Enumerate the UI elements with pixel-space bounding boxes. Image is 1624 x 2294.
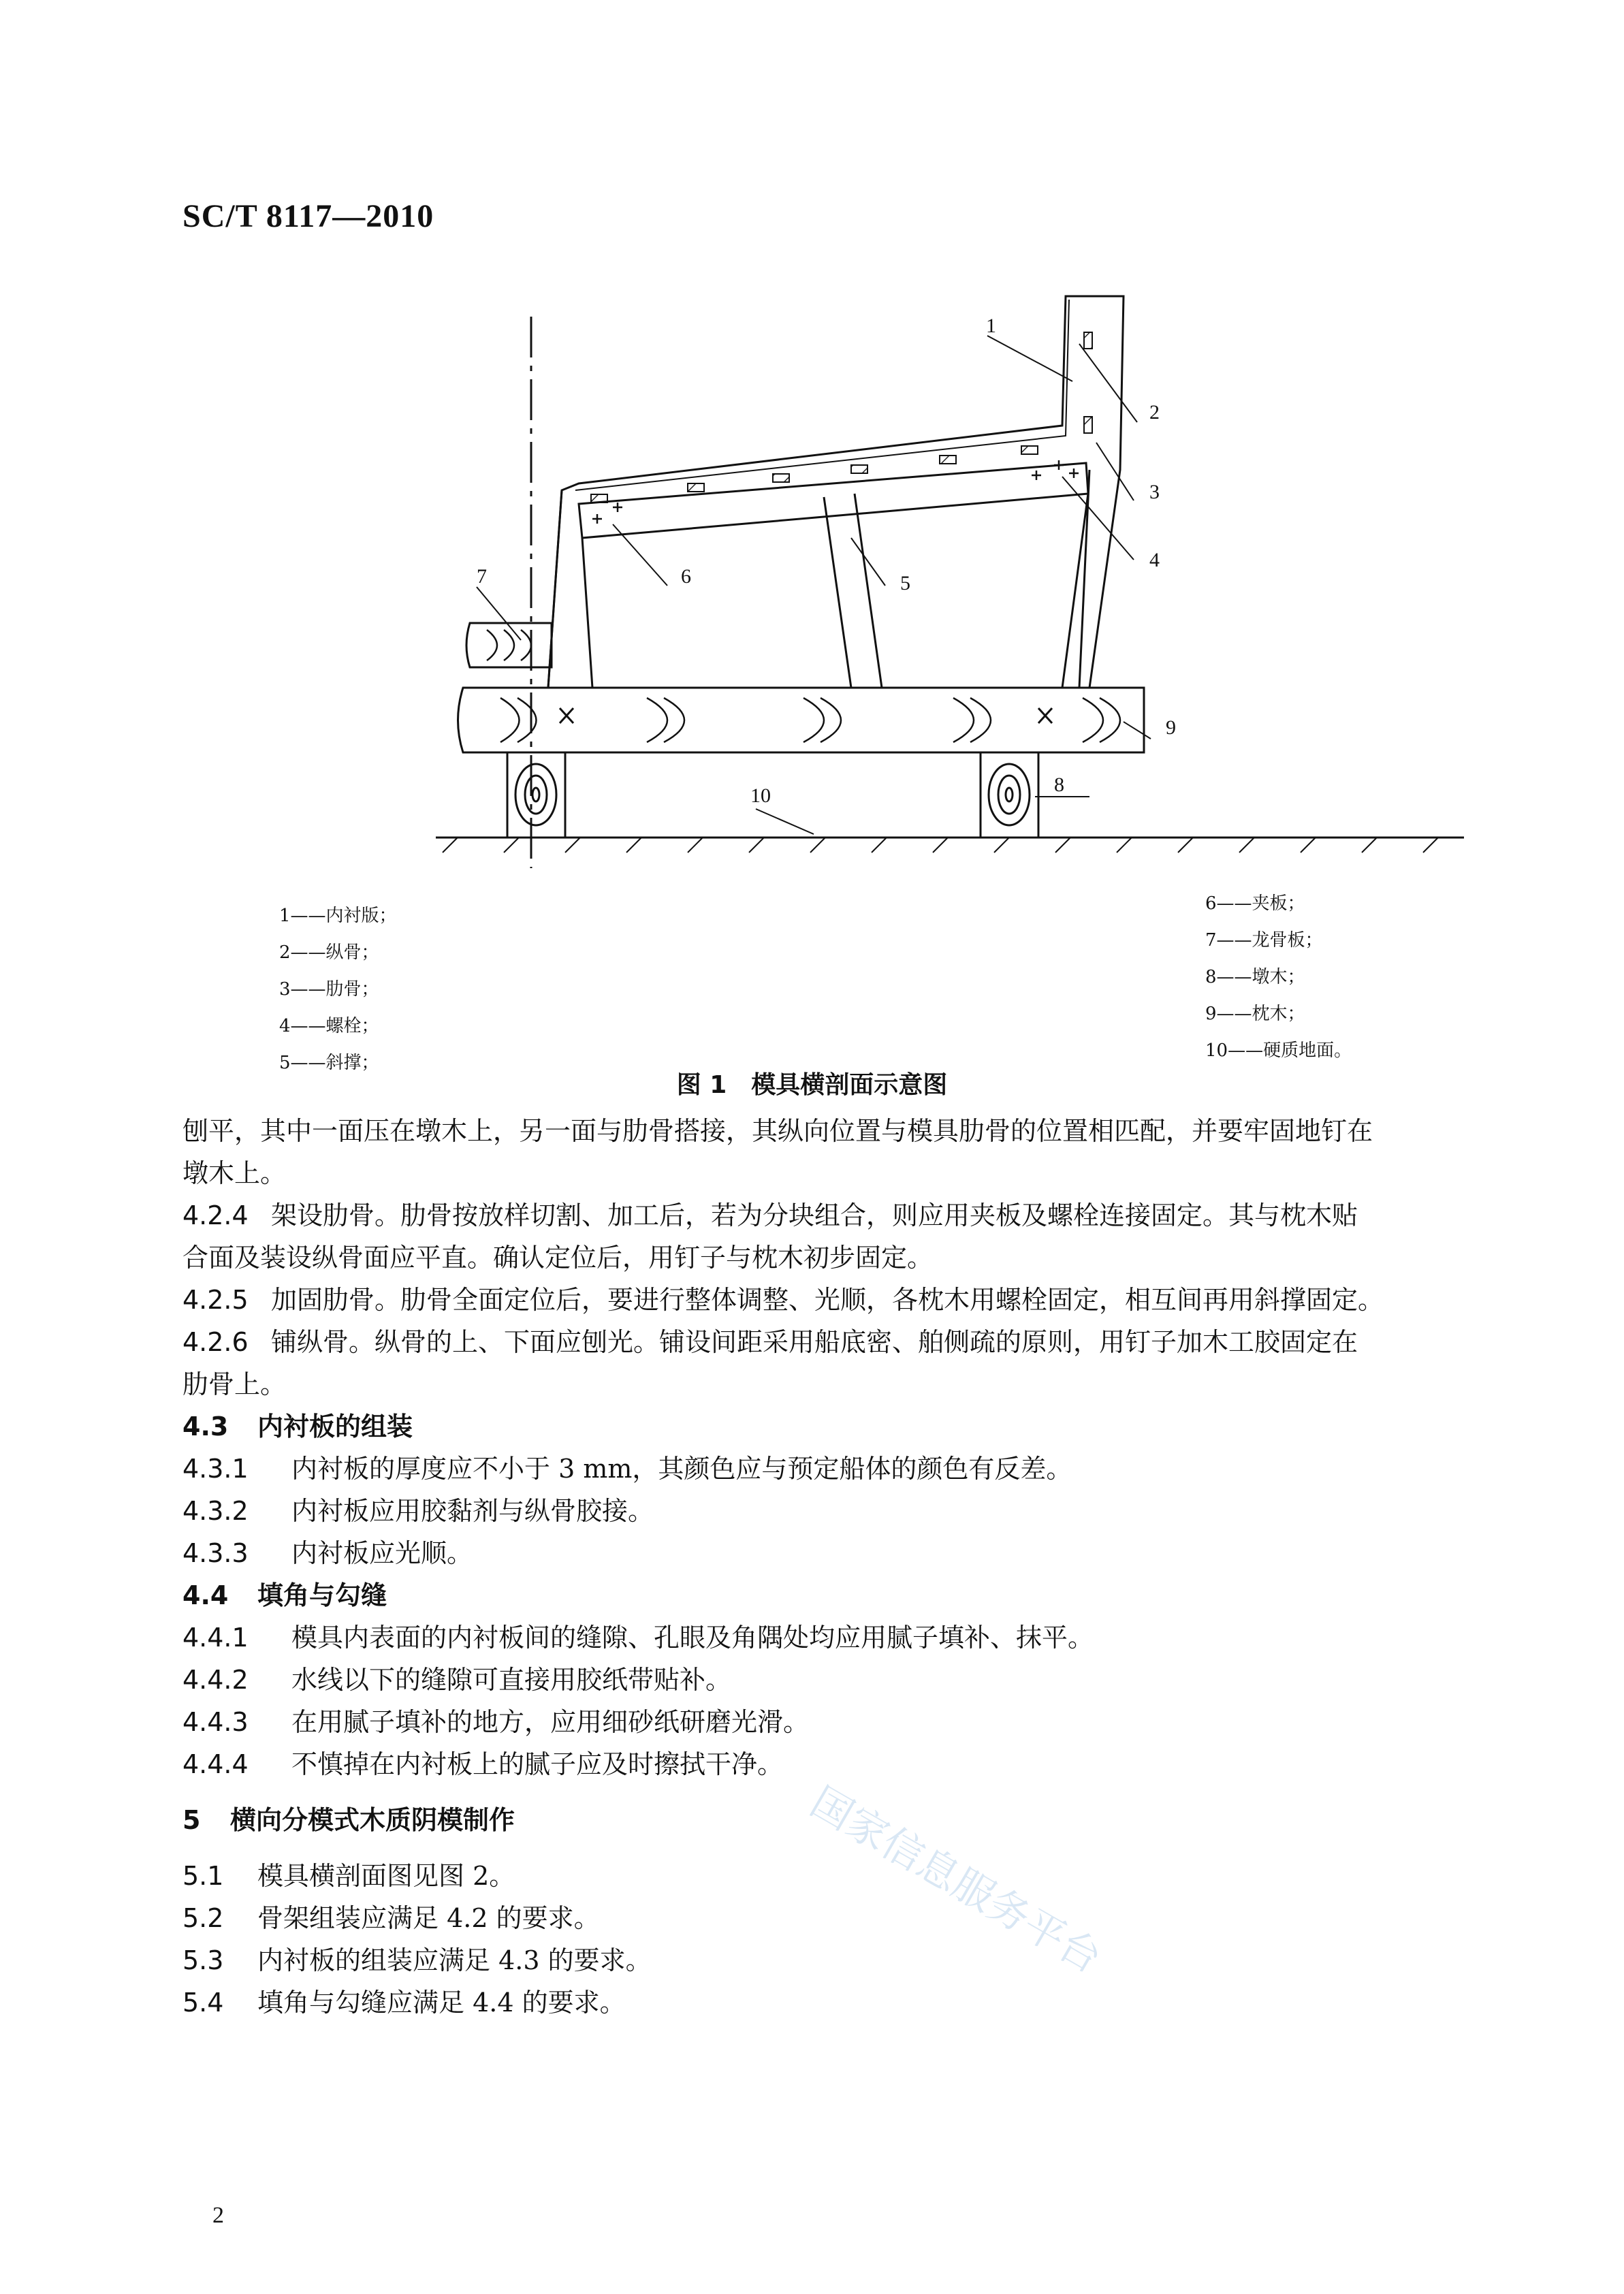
section-title: 横向分模式木质阴模制作 [230, 1805, 515, 1835]
clause-number: 4.3.1 [182, 1454, 249, 1484]
section-title: 内衬板的组装 [257, 1412, 413, 1441]
clause-5-2 [182, 1897, 1463, 1939]
section-number: 4.3 [182, 1412, 229, 1441]
callout-2: 2 [1149, 401, 1160, 424]
body-text [182, 1110, 1463, 2024]
ground-hatching [443, 838, 1438, 853]
clause-number: 5.3 [182, 1945, 224, 1975]
clause-number: 4.2.6 [182, 1327, 249, 1357]
legend-item: 5——斜撑； [279, 1053, 379, 1073]
clause-text: 内衬板应用胶黏剂与纵骨胶接。 [291, 1496, 654, 1526]
clause-5-1 [182, 1855, 1463, 1897]
legend-item: 9——枕木； [1205, 1004, 1305, 1024]
callout-7: 7 [477, 565, 487, 588]
standard-code-header: SC/T 8117—2010 [182, 198, 434, 234]
clause-text: 加固肋骨。肋骨全面定位后，要进行整体调整、光顺，各枕木用螺栓固定，相互间再用斜撑固定。 [271, 1285, 1384, 1315]
legend-item: 7——龙骨板； [1205, 930, 1323, 951]
section-4-4-heading [182, 1574, 1463, 1616]
clause-text: 内衬板的厚度应不小于 3 mm，其颜色应与预定船体的颜色有反差。 [291, 1454, 1072, 1484]
callout-10: 10 [750, 784, 771, 807]
clause-number: 4.4.2 [182, 1665, 249, 1695]
wood-grain [500, 698, 1120, 742]
mold-cross-section-diagram [0, 0, 1624, 1062]
clause-4-2-5 [182, 1279, 1463, 1321]
callout-9: 9 [1166, 716, 1176, 739]
clause-number: 5.1 [182, 1861, 224, 1891]
clause-text: 骨架组装应满足 4.2 的要求。 [257, 1903, 600, 1933]
clause-number: 5.2 [182, 1903, 224, 1933]
figure-legend-right [1205, 885, 1352, 1069]
clause-text: 内衬板的组装应满足 4.3 的要求。 [257, 1945, 652, 1975]
clause-number: 4.4.3 [182, 1707, 249, 1737]
paragraph-line: 墩木上。 [182, 1158, 287, 1188]
clause-text: 水线以下的缝隙可直接用胶纸带贴补。 [291, 1665, 732, 1695]
clause-text: 架设肋骨。肋骨按放样切割、加工后，若为分块组合，则应用夹板及螺栓连接固定。其与枕木贴 [271, 1200, 1358, 1230]
clause-5-4 [182, 1981, 1463, 2024]
clause-4-2-4 [182, 1194, 1463, 1237]
paragraph-line: 合面及装设纵骨面应平直。确认定位后，用钉子与枕木初步固定。 [182, 1243, 934, 1273]
watermark: 国家信息服务平台 [802, 1778, 1110, 1983]
legend-item: 3——肋骨； [279, 979, 379, 1000]
paragraph-line: 刨平，其中一面压在墩木上，另一面与肋骨搭接，其纵向位置与模具肋骨的位置相匹配，并要牢固地钉在 [182, 1116, 1373, 1146]
callout-3: 3 [1149, 481, 1160, 503]
clause-number: 4.3.3 [182, 1538, 249, 1568]
figure-caption: 图 1 模具横剖面示意图 [676, 1071, 948, 1099]
clause-number: 4.4.4 [182, 1749, 249, 1779]
clause-text: 模具内表面的内衬板间的缝隙、孔眼及角隅处均应用腻子填补、抹平。 [291, 1623, 1094, 1653]
clause-4-4-4 [182, 1743, 1463, 1785]
section-4-3-heading [182, 1405, 1463, 1448]
legend-item: 6——夹板； [1205, 893, 1305, 914]
legend-item: 4——螺栓； [279, 1016, 379, 1036]
clause-text: 在用腻子填补的地方，应用细砂纸研磨光滑。 [291, 1707, 810, 1737]
legend-item: 10——硬质地面。 [1205, 1040, 1352, 1061]
clause-4-3-1 [182, 1448, 1463, 1490]
longitudinal-battens [591, 332, 1092, 503]
callout-1: 1 [986, 315, 996, 337]
clause-text: 填角与勾缝应满足 4.4 的要求。 [257, 1988, 626, 2018]
section-number: 4.4 [182, 1580, 229, 1610]
clause-4-3-2 [182, 1490, 1463, 1532]
clause-4-4-1 [182, 1616, 1463, 1659]
page-number: 2 [212, 2203, 224, 2228]
clause-number: 4.3.2 [182, 1496, 249, 1526]
inner-liner-board [548, 296, 1124, 688]
clause-5-3 [182, 1939, 1463, 1981]
diagonal-strut [824, 494, 882, 688]
callout-6: 6 [681, 565, 691, 588]
section-number: 5 [182, 1805, 201, 1835]
callout-4: 4 [1149, 549, 1160, 571]
clause-text: 铺纵骨。纵骨的上、下面应刨光。铺设间距采用船底密、舶侧疏的原则，用钉子加木工胶固定在 [271, 1327, 1358, 1357]
legend-item: 1——内衬版； [279, 906, 397, 926]
clause-text: 不慎掉在内衬板上的腻子应及时擦拭干净。 [291, 1749, 784, 1779]
clause-4-3-3 [182, 1532, 1463, 1574]
clause-text: 模具横剖面图见图 2。 [257, 1861, 515, 1891]
clause-4-2-6 [182, 1321, 1463, 1363]
callout-8: 8 [1054, 774, 1064, 796]
section-title: 填角与勾缝 [257, 1580, 387, 1610]
callout-leaders [477, 336, 1151, 834]
clause-number: 5.4 [182, 1988, 224, 2018]
paragraph-line: 肋骨上。 [182, 1369, 287, 1399]
clause-number: 4.2.4 [182, 1200, 249, 1230]
callout-5: 5 [900, 572, 910, 594]
bolt-marks [560, 708, 1052, 723]
clause-4-4-3 [182, 1701, 1463, 1743]
clause-text: 内衬板应光顺。 [291, 1538, 473, 1568]
clause-number: 4.4.1 [182, 1623, 249, 1653]
keel-board [466, 623, 552, 667]
clause-number: 4.2.5 [182, 1285, 249, 1315]
clause-4-4-2 [182, 1659, 1463, 1701]
figure-legend-left [279, 897, 397, 1081]
legend-item: 8——墩木； [1205, 967, 1305, 987]
legend-item: 2——纵骨； [279, 942, 379, 963]
rib-left-upright [548, 490, 592, 688]
